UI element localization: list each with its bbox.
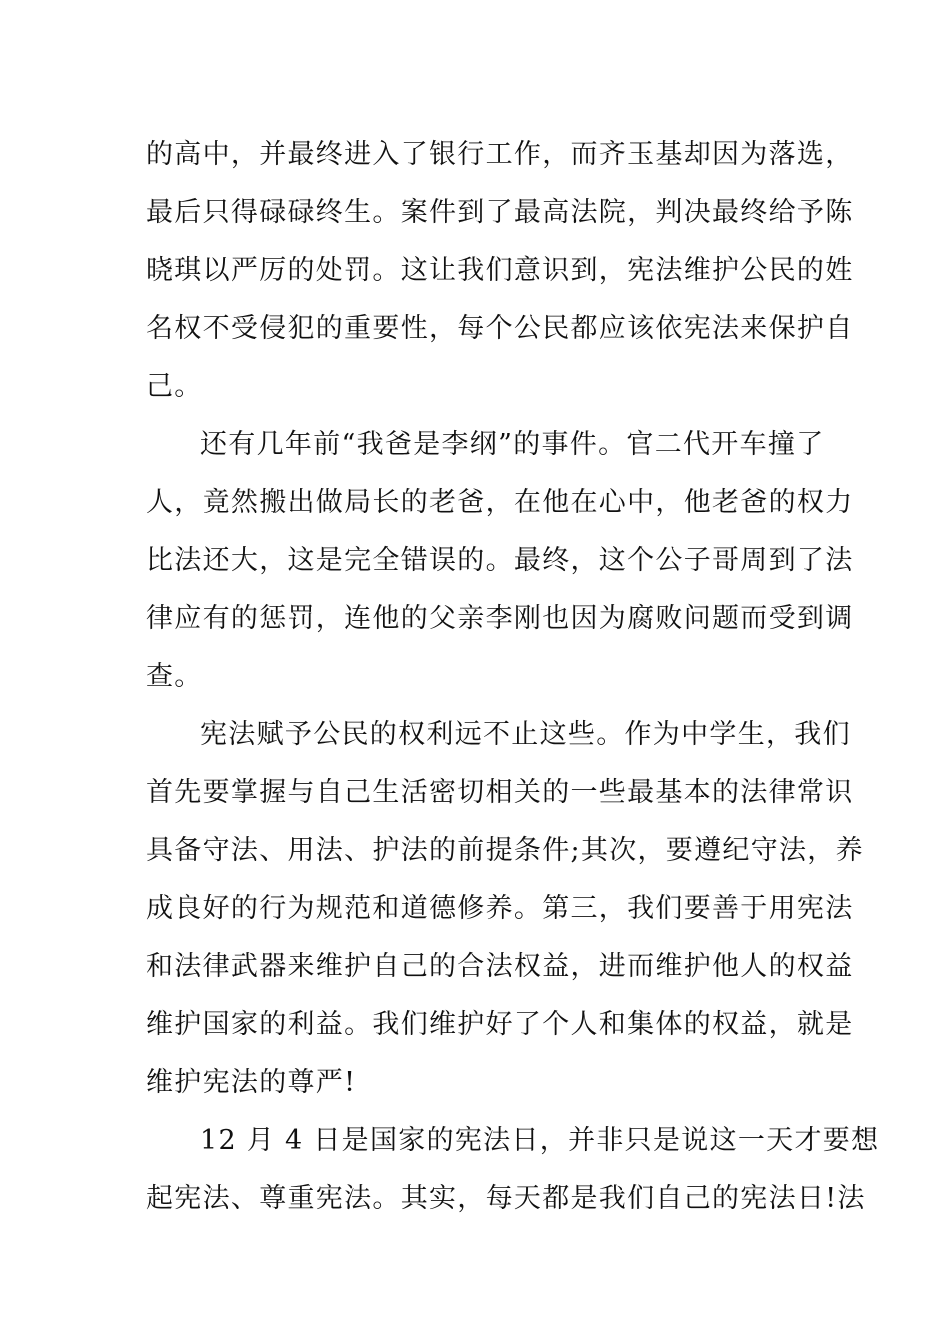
text-line: 查。 [146, 661, 203, 692]
text-line: 维护宪法的尊严! [146, 1067, 357, 1098]
text-line: 的高中，并最终进入了银行工作，而齐玉基却因为落选， [146, 139, 854, 170]
text-line: 晓琪以严厉的处罚。这让我们意识到，宪法维护公民的姓 [146, 255, 854, 286]
document-body [146, 126, 880, 1228]
text-line: 律应有的惩罚，连他的父亲李刚也因为腐败问题而受到调 [146, 603, 854, 634]
text-line: 己。 [146, 371, 203, 402]
paragraph-first-line: 宪法赋予公民的权利远不止这些。作为中学生，我们 [200, 719, 851, 750]
text-line: 维护国家的利益。我们维护好了个人和集体的权益，就是 [146, 1009, 854, 1040]
text-line: 成良好的行为规范和道德修养。第三，我们要善于用宪法 [146, 893, 854, 924]
text-line: 名权不受侵犯的重要性，每个公民都应该依宪法来保护自 [146, 313, 854, 344]
text-line: 最后只得碌碌终生。案件到了最高法院，判决最终给予陈 [146, 197, 854, 228]
paragraph-first-line: 还有几年前“我爸是李纲”的事件。官二代开车撞了 [200, 429, 825, 460]
text-line: 和法律武器来维护自己的合法权益，进而维护他人的权益 [146, 951, 854, 982]
text-line: 人，竟然搬出做局长的老爸，在他在心中，他老爸的权力 [146, 487, 854, 518]
text-line: 首先要掌握与自己生活密切相关的一些最基本的法律常识 [146, 777, 854, 808]
text-line: 比法还大，这是完全错误的。最终，这个公子哥周到了法 [146, 545, 854, 576]
text-line: 具备守法、用法、护法的前提条件;其次，要遵纪守法，养 [146, 835, 864, 866]
text-line: 起宪法、尊重宪法。其实，每天都是我们自己的宪法日!法 [146, 1183, 866, 1214]
paragraph-first-line: 12 月 4 日是国家的宪法日，并非只是说这一天才要想 [200, 1125, 880, 1156]
